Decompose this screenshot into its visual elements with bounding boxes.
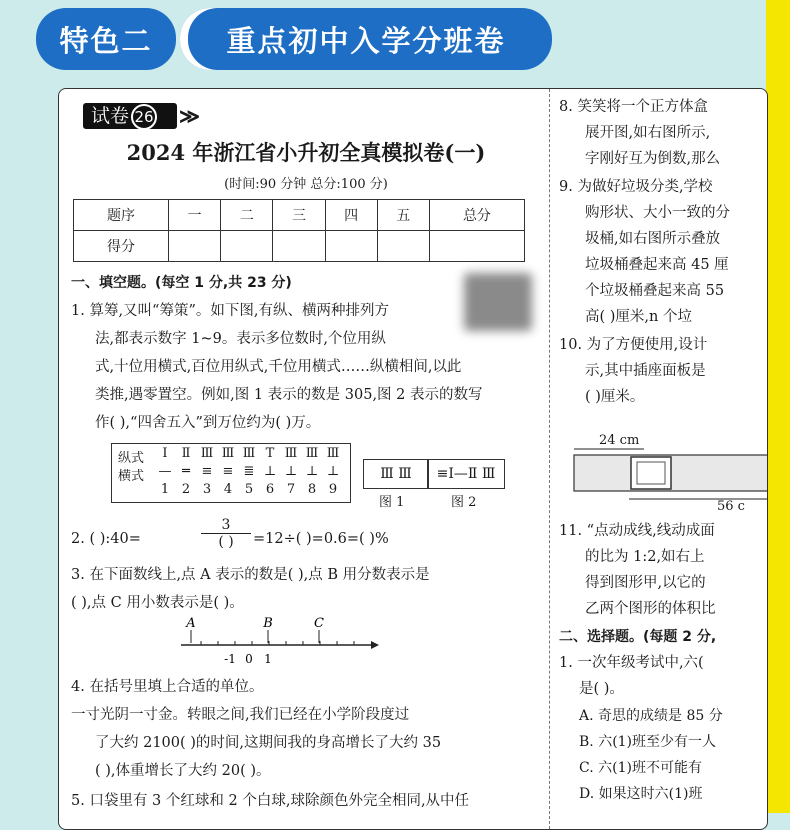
dimension-bottom-label: 56 c (717, 499, 745, 514)
rod-digit: 1 (160, 482, 170, 497)
number-line-points (185, 617, 324, 643)
figure-1-label: 图 1 (379, 495, 405, 510)
rod-mark-horizontal: ≡ (222, 464, 234, 479)
score-header-row (74, 200, 525, 231)
score-header-cell: 三 (273, 200, 325, 231)
section1-heading: 一、填空题。(每空 1 分,共 23 分) (71, 275, 292, 291)
number-line-tick-label: -1 (224, 652, 236, 666)
score-header-cell: 总分 (429, 200, 524, 231)
rod-mark-vertical: Ⅲ (221, 446, 235, 461)
rod-row-label: 横式 (118, 469, 145, 484)
score-cell (169, 231, 221, 262)
rod-mark-vertical: T (265, 446, 275, 461)
figure-1-rods: Ⅲ Ⅲ (380, 466, 412, 482)
right-column (559, 89, 768, 829)
paper-meta: (时间:90 分钟 总分:100 分) (224, 177, 388, 192)
rod-mark-horizontal: ⊥ (284, 464, 298, 479)
q2-numerator: 3 (221, 517, 231, 533)
rod-mark-vertical: Ⅲ (200, 446, 214, 461)
exam-paper (58, 88, 768, 830)
rod-digit: 2 (181, 482, 191, 497)
q1-line: 1. 算筹,又叫“筹策”。如下图,有纵、横两种排列方 (71, 303, 389, 319)
banner-tab-title: 重点初中入学分班卷 (180, 8, 552, 70)
score-header-cell: 四 (325, 200, 377, 231)
q3-line: 3. 在下面数线上,点 A 表示的数是( ),点 B 用分数表示是 (71, 567, 430, 583)
banner-tab-feature: 特色二 (36, 8, 176, 70)
q11-line: 的比为 1:2,如右上 (585, 549, 705, 565)
q11-line: 得到图形甲,以它的 (585, 575, 706, 591)
q9-line: 高( )厘米,n 个垃 (585, 309, 692, 325)
rod-mark-horizontal: ⊥ (305, 464, 319, 479)
score-cell (377, 231, 429, 262)
figure-2-label: 图 2 (451, 495, 477, 510)
figure-2 (427, 459, 505, 489)
figure-1 (363, 459, 429, 489)
section2-heading: 二、选择题。(每题 2 分, (559, 629, 717, 645)
q3-line: ( ),点 C 用小数表示是( )。 (71, 595, 244, 611)
q9-line: 圾桶,如右图所示叠放 (585, 231, 721, 247)
rod-row-label: 纵式 (118, 451, 145, 466)
q2-fraction (201, 517, 251, 550)
q1-line: 类推,遇零置空。例如,图 1 表示的数是 305,图 2 表示的数写 (95, 387, 483, 403)
blurred-image (464, 273, 532, 331)
q2-start: 2. ( ):40= (71, 531, 141, 547)
rod-digit: 7 (286, 482, 296, 497)
socket-inner (637, 462, 665, 484)
rod-mark-horizontal: ≣ (243, 464, 255, 479)
q8-line: 8. 笑笑将一个正方体盒 (559, 99, 708, 115)
q1-line: 式,十位用横式,百位用纵式,千位用横式……纵横相间,以此 (95, 359, 462, 375)
score-table (73, 199, 525, 262)
number-line (181, 617, 381, 667)
q10-line: 示,其中插座面板是 (585, 363, 706, 379)
q9-line: 个垃圾桶叠起来高 55 (585, 283, 725, 299)
rod-mark-horizontal: ═ (182, 464, 190, 479)
badge-number: 26 (131, 104, 157, 130)
score-row-label: 得分 (74, 231, 169, 262)
rod-digit: 8 (307, 482, 317, 497)
q4-line: 了大约 2100( )的时间,这期间我的身高增长了大约 35 (95, 735, 442, 751)
rod-mark-vertical: Ⅲ (326, 446, 340, 461)
score-header-cell: 五 (377, 200, 429, 231)
rod-mark-horizontal: ⊥ (326, 464, 340, 479)
dimension-top-label: 24 cm (599, 433, 640, 448)
option-a: A. 奇思的成绩是 85 分 (579, 708, 723, 724)
rod-digit: 4 (223, 482, 233, 497)
column-divider (549, 89, 550, 829)
rod-digit: 5 (244, 482, 254, 497)
figure-2-rods: ≡Ⅰ—Ⅱ Ⅲ (436, 466, 496, 482)
q4-line: 4. 在括号里填上合适的单位。 (71, 679, 264, 695)
paper-title: 2024 年浙江省小升初全真模拟卷(一) (126, 140, 486, 165)
option-d: D. 如果这时六(1)班 (579, 786, 703, 802)
q4-line: 一寸光阴一寸金。转眼之间,我们已经在小学阶段度过 (71, 707, 410, 723)
counting-rod-table (111, 443, 351, 503)
q10-line: 10. 为了方便使用,设计 (559, 337, 708, 353)
q8-line: 展开图,如右图所示, (585, 125, 711, 141)
q4-line: ( ),体重增长了大约 20( )。 (95, 763, 271, 779)
score-cell (325, 231, 377, 262)
number-line-point-label: A (186, 617, 196, 631)
number-line-point-label: C (314, 617, 324, 631)
score-header-cell: 二 (221, 200, 273, 231)
left-column (71, 89, 541, 829)
option-b: B. 六(1)班至少有一人 (579, 734, 717, 750)
badge-label: 试卷 (91, 105, 130, 127)
option-c: C. 六(1)班不可能有 (579, 760, 702, 776)
rod-digit: 3 (202, 482, 212, 497)
score-value-row (74, 231, 525, 262)
q2-denominator: ( ) (201, 533, 251, 550)
edge-color-strip (766, 0, 790, 813)
number-line-point-label: B (263, 617, 273, 631)
rod-mark-vertical: Ⅲ (242, 446, 256, 461)
arrows-icon: ≫ (179, 104, 200, 128)
q9-line: 购形状、大小一致的分 (585, 205, 730, 221)
rod-digit: 6 (265, 482, 275, 497)
q2-rest: =12÷( )=0.6=( )% (253, 531, 389, 547)
q12-line: 是( )。 (579, 681, 624, 697)
rod-mark-horizontal: ≡ (201, 464, 213, 479)
q11-line: 11. “点动成线,线动成面 (559, 523, 715, 539)
score-header-cell: 一 (169, 200, 221, 231)
rod-mark-horizontal: ⊥ (263, 464, 277, 479)
score-cell (429, 231, 524, 262)
rod-mark-horizontal: — (158, 464, 172, 479)
q5-line: 5. 口袋里有 3 个红球和 2 个白球,球除颜色外完全相同,从中任 (71, 793, 470, 809)
q11-line: 乙两个图形的体积比 (585, 601, 716, 617)
number-line-arrow-icon (371, 641, 379, 649)
rod-mark-vertical: Ⅰ (162, 446, 168, 461)
number-line-tick-label: 1 (264, 652, 272, 666)
rod-mark-vertical: Ⅲ (305, 446, 319, 461)
rod-mark-vertical: Ⅲ (284, 446, 298, 461)
q10-line: ( )厘米。 (585, 389, 645, 405)
score-cell (273, 231, 325, 262)
score-cell (221, 231, 273, 262)
q1-line: 法,都表示数字 1~9。表示多位数时,个位用纵 (95, 331, 386, 347)
score-header-cell: 题序 (74, 200, 169, 231)
q9-line: 9. 为做好垃圾分类,学校 (559, 179, 713, 195)
paper-badge (83, 103, 177, 129)
q1-line: 作( ),“四舍五入”到万位约为( )万。 (95, 415, 321, 431)
rod-mark-vertical: Ⅱ (181, 446, 191, 461)
number-line-tick-label: 0 (245, 652, 253, 666)
q12-line: 1. 一次年级考试中,六( (559, 655, 704, 671)
rod-digit: 9 (328, 482, 338, 497)
q8-line: 字刚好互为倒数,那么 (585, 151, 721, 167)
q9-line: 垃圾桶叠起来高 45 厘 (585, 257, 729, 273)
